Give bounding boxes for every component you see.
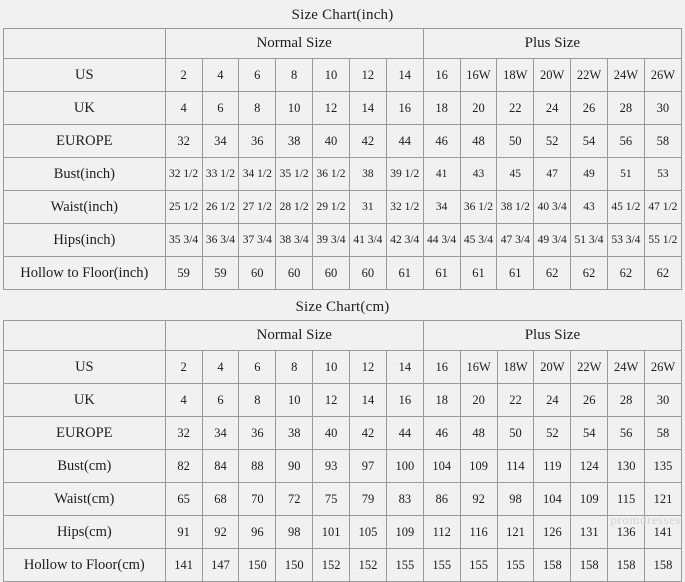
cell: 155	[497, 549, 534, 582]
watermark: promdresses	[610, 512, 681, 527]
row-label-europe: EUROPE	[4, 417, 166, 450]
cell: 104	[534, 483, 571, 516]
cell: 27 1/2	[239, 191, 276, 224]
cell: 152	[313, 549, 350, 582]
cell: 55 1/2	[644, 224, 681, 257]
cell: 35 1/2	[276, 158, 313, 191]
cell: 96	[239, 516, 276, 549]
cell: 104	[423, 450, 460, 483]
row-label-uk: UK	[4, 384, 166, 417]
cell: 44	[386, 417, 423, 450]
cell: 114	[497, 450, 534, 483]
chart-title: Size Chart(cm)	[4, 296, 682, 321]
cell: 105	[350, 516, 387, 549]
group-header-plus: Plus Size	[423, 321, 681, 351]
cell: 53 3/4	[607, 224, 644, 257]
cell: 97	[350, 450, 387, 483]
cell: 36 1/2	[460, 191, 497, 224]
cell: 91	[165, 516, 202, 549]
row-label-hollow-to-floor: Hollow to Floor(inch)	[4, 257, 166, 290]
cell: 82	[165, 450, 202, 483]
cell: 52	[534, 125, 571, 158]
cell: 28	[607, 92, 644, 125]
group-header-plus: Plus Size	[423, 29, 681, 59]
cell: 93	[313, 450, 350, 483]
cell: 56	[607, 125, 644, 158]
cell: 68	[202, 483, 239, 516]
cell: 31	[349, 191, 386, 224]
cell: 65	[165, 483, 202, 516]
cell: 152	[350, 549, 387, 582]
cell: 26	[571, 92, 608, 125]
cell: 36	[239, 125, 276, 158]
table-row	[4, 417, 682, 450]
cell: 121	[645, 483, 682, 516]
cell: 32	[165, 417, 202, 450]
cell: 61	[497, 257, 534, 290]
table-row	[4, 257, 682, 290]
cell: 30	[645, 384, 682, 417]
cell: 16W	[460, 351, 497, 384]
cell: 6	[202, 92, 239, 125]
row-label-bust: Bust(cm)	[4, 450, 166, 483]
cell: 14	[349, 92, 386, 125]
cell: 46	[423, 125, 460, 158]
cell: 39 1/2	[386, 158, 423, 191]
cell: 158	[608, 549, 645, 582]
cell: 50	[497, 125, 534, 158]
cell: 43	[571, 191, 608, 224]
chart-title-row	[4, 296, 682, 321]
cell: 60	[349, 257, 386, 290]
cell: 155	[423, 549, 460, 582]
cell: 155	[460, 549, 497, 582]
cell: 61	[386, 257, 423, 290]
table-row	[4, 191, 682, 224]
table-row	[4, 450, 682, 483]
cell: 18W	[497, 59, 534, 92]
corner-cell	[4, 29, 166, 59]
cell: 2	[165, 59, 202, 92]
row-label-hips: Hips(cm)	[4, 516, 166, 549]
cell: 38	[276, 417, 313, 450]
cell: 44	[386, 125, 423, 158]
cell: 62	[534, 257, 571, 290]
cell: 26W	[645, 351, 682, 384]
cell: 24	[534, 384, 571, 417]
table-row	[4, 158, 682, 191]
cell: 109	[460, 450, 497, 483]
cell: 8	[276, 59, 313, 92]
cell: 20	[460, 384, 497, 417]
cell: 6	[202, 384, 239, 417]
cell: 49 3/4	[534, 224, 571, 257]
cell: 14	[350, 384, 387, 417]
cell: 109	[571, 483, 608, 516]
cell: 115	[608, 483, 645, 516]
cell: 62	[644, 257, 681, 290]
row-label-hollow-to-floor: Hollow to Floor(cm)	[4, 549, 166, 582]
cell: 48	[460, 417, 497, 450]
cell: 6	[239, 351, 276, 384]
group-header-normal: Normal Size	[165, 29, 423, 59]
cell: 22	[497, 92, 534, 125]
cell: 92	[202, 516, 239, 549]
cell: 6	[239, 59, 276, 92]
cell: 121	[497, 516, 534, 549]
cell: 34	[423, 191, 460, 224]
cell: 38 1/2	[497, 191, 534, 224]
cell: 24W	[608, 351, 645, 384]
cell: 22W	[571, 351, 608, 384]
cell: 42	[349, 125, 386, 158]
cell: 48	[460, 125, 497, 158]
cell: 34 1/2	[239, 158, 276, 191]
cell: 61	[423, 257, 460, 290]
cell: 83	[386, 483, 423, 516]
cell: 50	[497, 417, 534, 450]
cell: 25 1/2	[165, 191, 202, 224]
cell: 56	[608, 417, 645, 450]
cell: 20W	[534, 351, 571, 384]
row-label-waist: Waist(cm)	[4, 483, 166, 516]
row-label-bust: Bust(inch)	[4, 158, 166, 191]
chart-title-row	[4, 4, 682, 29]
cell: 38	[276, 125, 313, 158]
cell: 16W	[460, 59, 497, 92]
cell: 84	[202, 450, 239, 483]
cell: 58	[644, 125, 681, 158]
cell: 62	[571, 257, 608, 290]
cell: 12	[313, 92, 350, 125]
table-row	[4, 351, 682, 384]
cell: 10	[276, 92, 313, 125]
cell: 29 1/2	[313, 191, 350, 224]
cell: 16	[386, 92, 423, 125]
cell: 112	[423, 516, 460, 549]
cell: 45 3/4	[460, 224, 497, 257]
corner-cell	[4, 321, 166, 351]
cell: 34	[202, 125, 239, 158]
cell: 41 3/4	[349, 224, 386, 257]
cell: 20W	[534, 59, 571, 92]
cell: 62	[607, 257, 644, 290]
cell: 130	[608, 450, 645, 483]
row-label-hips: Hips(inch)	[4, 224, 166, 257]
cell: 37 3/4	[239, 224, 276, 257]
table-row	[4, 384, 682, 417]
row-label-us: US	[4, 59, 166, 92]
cell: 58	[645, 417, 682, 450]
cell: 8	[239, 384, 276, 417]
cell: 28 1/2	[276, 191, 313, 224]
cell: 4	[165, 384, 202, 417]
cell: 32 1/2	[386, 191, 423, 224]
cell: 16	[423, 351, 460, 384]
cell: 45	[497, 158, 534, 191]
cell: 26W	[644, 59, 681, 92]
cell: 109	[386, 516, 423, 549]
cell: 158	[645, 549, 682, 582]
cell: 10	[276, 384, 313, 417]
table-row	[4, 59, 682, 92]
size-chart-inch	[3, 4, 682, 290]
cell: 61	[460, 257, 497, 290]
cell: 12	[349, 59, 386, 92]
cell: 158	[534, 549, 571, 582]
cell: 47 3/4	[497, 224, 534, 257]
cell: 100	[386, 450, 423, 483]
cell: 24W	[607, 59, 644, 92]
cell: 47	[534, 158, 571, 191]
cell: 18	[423, 384, 460, 417]
cell: 47 1/2	[644, 191, 681, 224]
cell: 60	[239, 257, 276, 290]
cell: 38	[349, 158, 386, 191]
cell: 12	[313, 384, 350, 417]
cell: 14	[386, 59, 423, 92]
cell: 34	[202, 417, 239, 450]
group-header-row	[4, 321, 682, 351]
cell: 52	[534, 417, 571, 450]
cell: 98	[497, 483, 534, 516]
cell: 49	[571, 158, 608, 191]
cell: 12	[350, 351, 387, 384]
chart-title: Size Chart(inch)	[4, 4, 682, 29]
cell: 41	[423, 158, 460, 191]
cell: 18W	[497, 351, 534, 384]
cell: 36	[239, 417, 276, 450]
table-row	[4, 483, 682, 516]
table-row	[4, 92, 682, 125]
cell: 43	[460, 158, 497, 191]
cell: 2	[165, 351, 202, 384]
group-header-normal: Normal Size	[165, 321, 423, 351]
cell: 20	[460, 92, 497, 125]
cell: 116	[460, 516, 497, 549]
cell: 150	[276, 549, 313, 582]
cell: 32 1/2	[165, 158, 202, 191]
cell: 60	[313, 257, 350, 290]
cell: 10	[313, 351, 350, 384]
size-chart-inch-table	[3, 4, 682, 290]
size-chart-cm-table	[3, 296, 682, 582]
cell: 16	[386, 384, 423, 417]
cell: 51 3/4	[571, 224, 608, 257]
cell: 24	[534, 92, 571, 125]
cell: 32	[165, 125, 202, 158]
cell: 22W	[571, 59, 608, 92]
cell: 4	[202, 351, 239, 384]
cell: 26 1/2	[202, 191, 239, 224]
cell: 4	[202, 59, 239, 92]
cell: 38 3/4	[276, 224, 313, 257]
cell: 28	[608, 384, 645, 417]
table-row	[4, 125, 682, 158]
cell: 44 3/4	[423, 224, 460, 257]
cell: 147	[202, 549, 239, 582]
cell: 16	[423, 59, 460, 92]
cell: 18	[423, 92, 460, 125]
cell: 10	[313, 59, 350, 92]
cell: 46	[423, 417, 460, 450]
cell: 33 1/2	[202, 158, 239, 191]
cell: 59	[202, 257, 239, 290]
cell: 72	[276, 483, 313, 516]
cell: 92	[460, 483, 497, 516]
cell: 8	[239, 92, 276, 125]
cell: 35 3/4	[165, 224, 202, 257]
cell: 8	[276, 351, 313, 384]
row-label-us: US	[4, 351, 166, 384]
cell: 36 3/4	[202, 224, 239, 257]
cell: 141	[165, 549, 202, 582]
cell: 14	[386, 351, 423, 384]
cell: 135	[645, 450, 682, 483]
cell: 36 1/2	[313, 158, 350, 191]
group-header-row	[4, 29, 682, 59]
cell: 119	[534, 450, 571, 483]
cell: 101	[313, 516, 350, 549]
cell: 39 3/4	[313, 224, 350, 257]
table-row	[4, 516, 682, 549]
size-chart-cm	[3, 296, 682, 582]
cell: 155	[386, 549, 423, 582]
cell: 59	[165, 257, 202, 290]
cell: 141	[645, 516, 682, 549]
cell: 79	[350, 483, 387, 516]
cell: 42 3/4	[386, 224, 423, 257]
row-label-waist: Waist(inch)	[4, 191, 166, 224]
cell: 40	[313, 125, 350, 158]
cell: 4	[165, 92, 202, 125]
cell: 30	[644, 92, 681, 125]
cell: 124	[571, 450, 608, 483]
cell: 90	[276, 450, 313, 483]
cell: 98	[276, 516, 313, 549]
cell: 131	[571, 516, 608, 549]
cell: 126	[534, 516, 571, 549]
row-label-uk: UK	[4, 92, 166, 125]
cell: 158	[571, 549, 608, 582]
cell: 53	[644, 158, 681, 191]
cell: 22	[497, 384, 534, 417]
cell: 54	[571, 125, 608, 158]
cell: 150	[239, 549, 276, 582]
cell: 45 1/2	[607, 191, 644, 224]
cell: 75	[313, 483, 350, 516]
row-label-europe: EUROPE	[4, 125, 166, 158]
cell: 40	[313, 417, 350, 450]
table-row	[4, 549, 682, 582]
cell: 86	[423, 483, 460, 516]
cell: 70	[239, 483, 276, 516]
cell: 54	[571, 417, 608, 450]
cell: 88	[239, 450, 276, 483]
cell: 51	[607, 158, 644, 191]
cell: 60	[276, 257, 313, 290]
cell: 136	[608, 516, 645, 549]
table-row	[4, 224, 682, 257]
cell: 40 3/4	[534, 191, 571, 224]
cell: 26	[571, 384, 608, 417]
cell: 42	[350, 417, 387, 450]
